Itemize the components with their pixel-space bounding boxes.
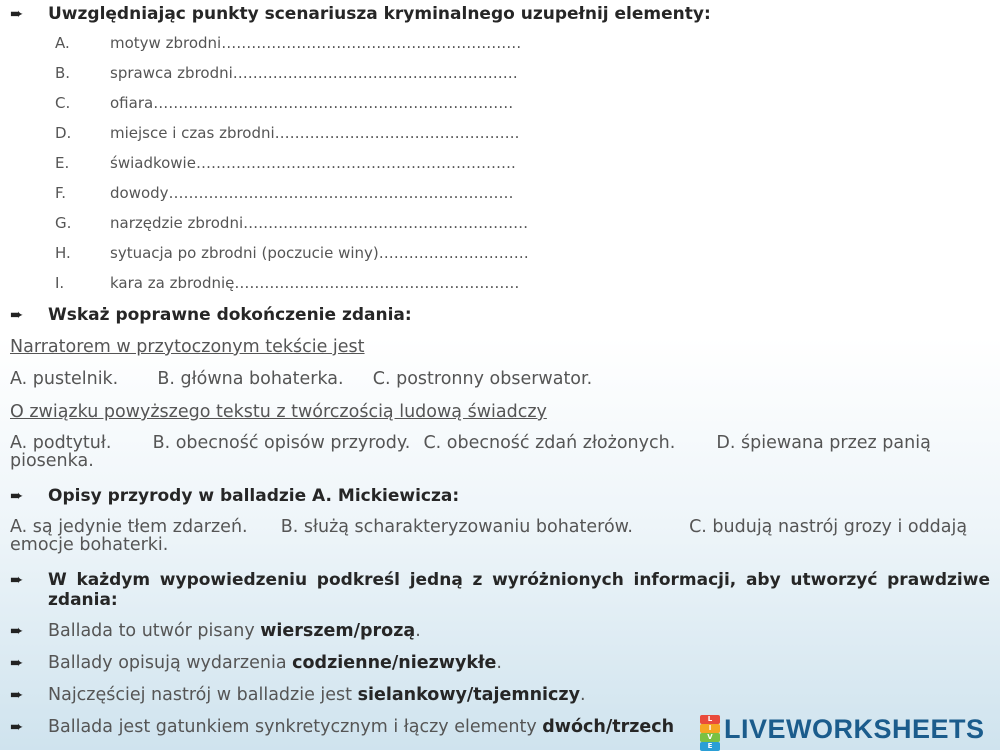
option[interactable]: B. główna bohaterka. bbox=[157, 369, 344, 389]
section1-heading bbox=[10, 4, 711, 24]
answer-blank[interactable]: ………………………………………………… bbox=[243, 214, 529, 232]
item-letter: A. bbox=[55, 34, 70, 52]
item-label: ofiara bbox=[110, 94, 154, 112]
statement-end: . bbox=[580, 685, 586, 705]
logo-letter: E bbox=[700, 742, 720, 751]
choice-options[interactable]: codzienne/niezwykłe bbox=[292, 653, 497, 673]
item-letter: H. bbox=[55, 244, 71, 262]
section2-title: Wskaż poprawne dokończenie zdania: bbox=[48, 305, 412, 325]
answer-blank[interactable]: …………………………………………. bbox=[274, 124, 520, 142]
statement-end: . bbox=[415, 621, 421, 641]
section4-title: W każdym wypowiedzeniu podkreśl jedną z wyróżnionych informacji, aby utworzyć prawdziwe zdania: bbox=[48, 570, 990, 610]
option[interactable]: A. pustelnik. bbox=[10, 369, 119, 389]
item-label: świadkowie bbox=[110, 154, 196, 172]
item-label: sytuacja po zbrodni (poczucie winy) bbox=[110, 244, 379, 262]
option[interactable]: A. są jedynie tłem zdarzeń. bbox=[10, 517, 248, 537]
statement bbox=[10, 653, 502, 673]
list-item bbox=[0, 124, 600, 144]
logo-letter: V bbox=[700, 733, 720, 742]
statement-end: . bbox=[496, 653, 502, 673]
option[interactable]: C. budują nastrój grozy i oddają emocje bohaterki. bbox=[10, 517, 968, 555]
item-label: miejsce i czas zbrodni bbox=[110, 124, 275, 142]
statement-text: Ballada to utwór pisany bbox=[48, 621, 261, 641]
item-letter: D. bbox=[55, 124, 72, 142]
arrow-bullet-icon: ➨ bbox=[10, 621, 24, 640]
item-letter: B. bbox=[55, 64, 71, 82]
answer-blank[interactable]: ………………………… bbox=[378, 244, 529, 262]
narrator-options bbox=[10, 370, 990, 388]
logo-letter: L bbox=[700, 715, 720, 724]
choice-options[interactable]: dwóch/trzech bbox=[542, 717, 675, 737]
watermark-text: LIVEWORKSHEETS bbox=[724, 713, 985, 744]
answer-blank[interactable]: ……………………………………………………………… bbox=[153, 94, 514, 112]
arrow-bullet-icon: ➨ bbox=[10, 4, 24, 23]
answer-blank[interactable]: ………………………………………………… bbox=[232, 64, 518, 82]
statement bbox=[10, 621, 421, 641]
question-folk-link: O związku powyższego tekstu z twórczością ludową świadczy bbox=[10, 402, 547, 422]
item-label: dowody bbox=[110, 184, 169, 202]
arrow-bullet-icon: ➨ bbox=[10, 685, 24, 704]
choice-options[interactable]: sielankowy/tajemniczy bbox=[357, 685, 581, 705]
item-letter: G. bbox=[55, 214, 72, 232]
section4-heading bbox=[10, 570, 990, 610]
answer-blank[interactable]: …………………………………………………… bbox=[221, 34, 522, 52]
list-item bbox=[0, 64, 600, 84]
statement-text: Ballada jest gatunkiem synkretycznym i łączy elementy bbox=[48, 717, 543, 737]
arrow-bullet-icon: ➨ bbox=[10, 717, 24, 736]
item-label: kara za zbrodnię bbox=[110, 274, 235, 292]
section3-heading bbox=[10, 486, 459, 506]
liveworksheets-watermark bbox=[700, 712, 985, 750]
item-label: sprawca zbrodni bbox=[110, 64, 233, 82]
option[interactable]: C. obecność zdań złożonych. bbox=[423, 433, 676, 453]
option[interactable]: C. postronny obserwator. bbox=[372, 369, 593, 389]
answer-blank[interactable]: …………………………………………………………… bbox=[168, 184, 514, 202]
arrow-bullet-icon: ➨ bbox=[10, 305, 24, 324]
option[interactable]: D. śpiewana przez panią piosenka. bbox=[10, 433, 931, 471]
question-narrator: Narratorem w przytoczonym tekście jest bbox=[10, 337, 365, 357]
folk-link-options bbox=[10, 434, 995, 470]
answer-blank[interactable]: ………………………………………………… bbox=[234, 274, 520, 292]
list-item bbox=[0, 244, 600, 264]
liveworksheets-logo-icon bbox=[700, 715, 720, 750]
item-letter: I. bbox=[55, 274, 65, 292]
choice-options[interactable]: wierszem/prozą bbox=[260, 621, 416, 641]
arrow-bullet-icon: ➨ bbox=[10, 570, 24, 589]
option[interactable]: B. obecność opisów przyrody. bbox=[152, 433, 411, 453]
arrow-bullet-icon: ➨ bbox=[10, 486, 24, 505]
statement bbox=[10, 717, 674, 737]
arrow-bullet-icon: ➨ bbox=[10, 653, 24, 672]
section1-title: Uwzględniając punkty scenariusza kryminalnego uzupełnij elementy: bbox=[48, 4, 711, 24]
statement-text: Ballady opisują wydarzenia bbox=[48, 653, 293, 673]
statement bbox=[10, 685, 586, 705]
list-item bbox=[0, 274, 600, 294]
item-letter: E. bbox=[55, 154, 70, 172]
item-letter: C. bbox=[55, 94, 71, 112]
answer-blank[interactable]: ………………………………………………………. bbox=[195, 154, 516, 172]
section3-title: Opisy przyrody w balladzie A. Mickiewicza: bbox=[48, 486, 460, 506]
list-item bbox=[0, 34, 600, 54]
logo-letter: I bbox=[700, 724, 720, 733]
list-item bbox=[0, 94, 600, 114]
item-label: motyw zbrodni bbox=[110, 34, 222, 52]
item-label: narzędzie zbrodni bbox=[110, 214, 244, 232]
list-item bbox=[0, 184, 600, 204]
option[interactable]: B. służą scharakteryzowaniu bohaterów. bbox=[280, 517, 633, 537]
list-item bbox=[0, 154, 600, 174]
statement-text: Najczęściej nastrój w balladzie jest bbox=[48, 685, 358, 705]
section2-heading bbox=[10, 305, 412, 325]
option[interactable]: A. podtytuł. bbox=[10, 433, 112, 453]
nature-options bbox=[10, 518, 995, 554]
list-item bbox=[0, 214, 600, 234]
item-letter: F. bbox=[55, 184, 66, 202]
